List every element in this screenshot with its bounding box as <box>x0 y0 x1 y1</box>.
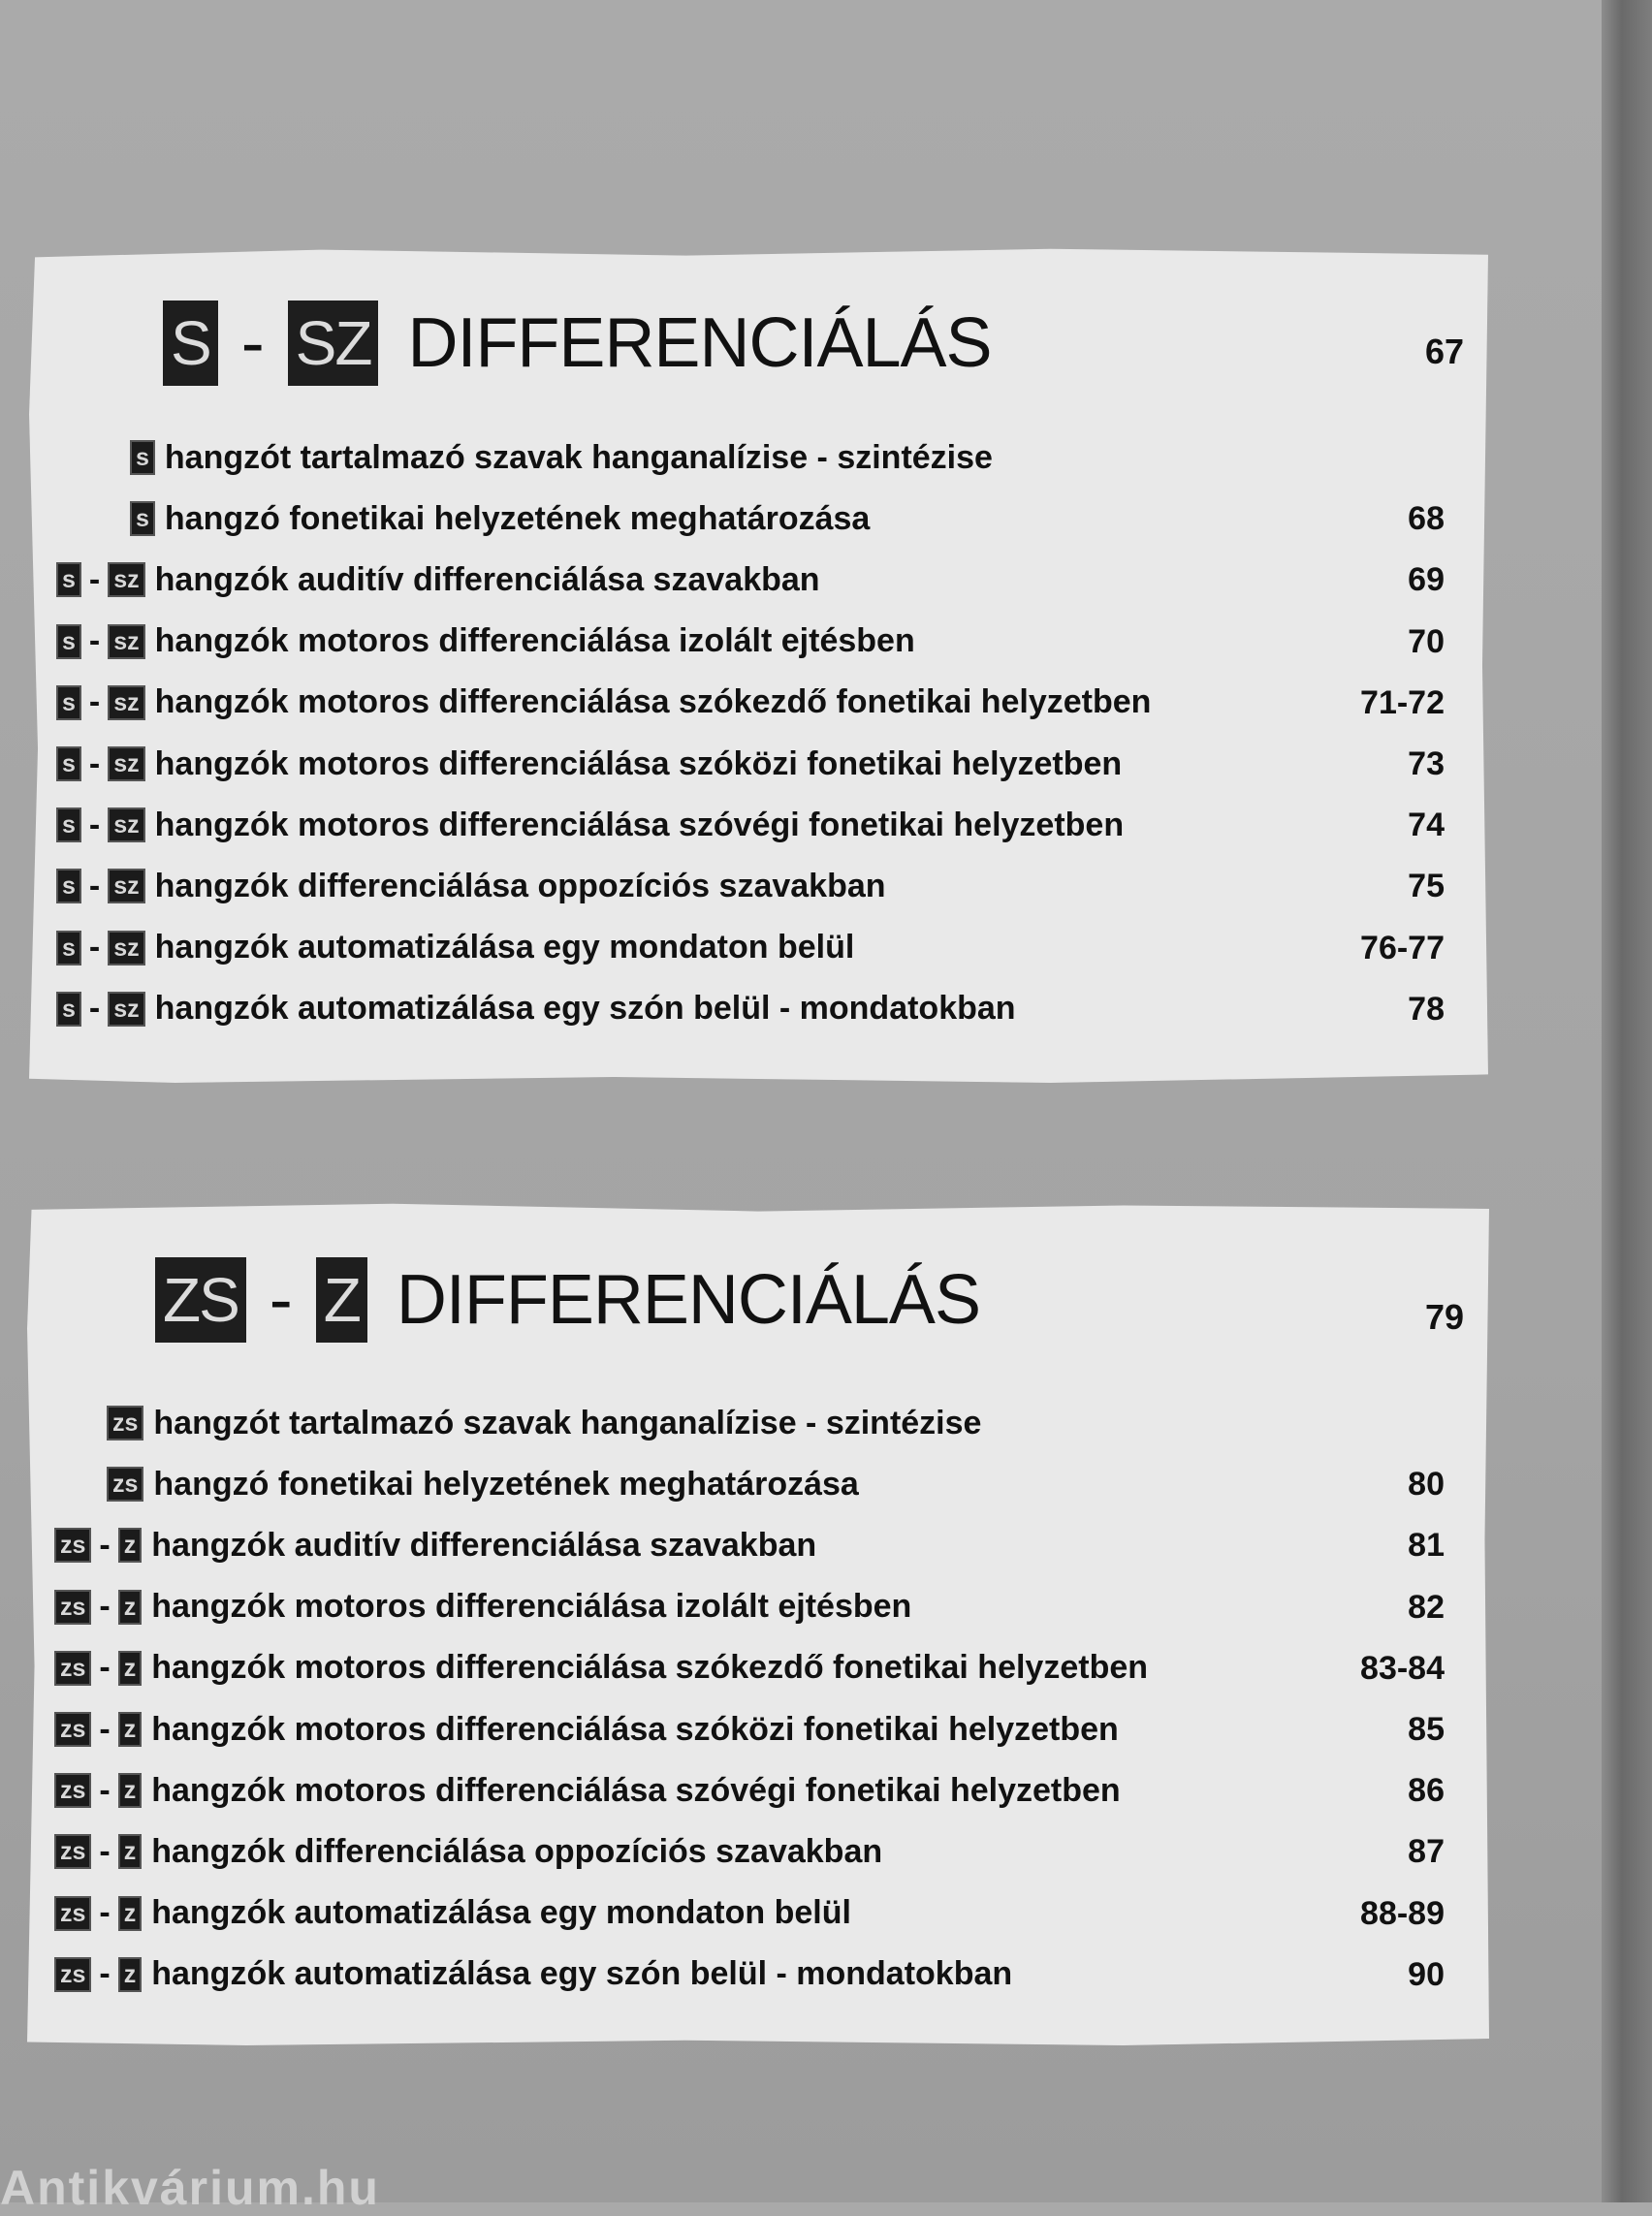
toc-entry-text: hangzók motoros differenciálása szókezdő fonetikai helyzetben <box>151 1649 1149 1687</box>
letter-box-s: s <box>56 992 81 1027</box>
toc-page-number: 68 <box>1408 500 1445 538</box>
letter-box-z: z <box>118 1896 143 1931</box>
section-title: DIFFERENCIÁLÁS <box>396 1261 980 1339</box>
letter-box-sz: sz <box>108 807 144 842</box>
toc-page-number: 70 <box>1408 622 1445 660</box>
toc-row <box>56 927 1464 969</box>
toc-entry-text: hangzók automatizálása egy szón belül - mondatokban <box>154 990 1016 1028</box>
toc-entry-text: hangzók motoros differenciálása izolált ejtésben <box>151 1588 912 1626</box>
letter-box-zs: zs <box>54 1528 91 1563</box>
letter-box-zs: zs <box>54 1712 91 1747</box>
letter-box-s: s <box>56 562 81 597</box>
letter-box-sz: sz <box>108 746 144 781</box>
letter-box-s: s <box>56 624 81 659</box>
toc-row <box>56 865 1464 907</box>
toc-page-number: 86 <box>1408 1772 1445 1810</box>
toc-row <box>54 1892 1464 1935</box>
letter-dash: - <box>88 990 101 1028</box>
letter-dash: - <box>99 1832 111 1870</box>
letter-box-sz: sz <box>108 992 144 1027</box>
toc-row <box>56 743 1464 785</box>
page-edge <box>1602 0 1652 2202</box>
letter-box-z: z <box>118 1651 143 1686</box>
letter-box-sz: sz <box>108 562 144 597</box>
toc-page-number: 90 <box>1408 1955 1445 1993</box>
toc-entry-text: hangzó fonetikai helyzetének meghatározása <box>153 1465 859 1503</box>
toc-entry-text: hangzót tartalmazó szavak hanganalízise - szintézise <box>164 438 993 476</box>
letter-dash: - <box>88 806 101 843</box>
toc-row <box>54 1953 1464 1996</box>
toc-page-number: 75 <box>1408 868 1445 905</box>
letter-box-sz: SZ <box>288 301 379 386</box>
letter-box-z: Z <box>316 1257 367 1343</box>
toc-page-number: 83-84 <box>1360 1649 1445 1687</box>
toc-entry-text: hangzók automatizálása egy szón belül - mondatokban <box>151 1955 1013 1993</box>
letter-box-zs: ZS <box>155 1257 246 1343</box>
toc-page-number: 71-72 <box>1360 683 1445 721</box>
toc-entry-text: hangzók motoros differenciálása szókezdő fonetikai helyzetben <box>154 683 1152 721</box>
letter-box-zs: zs <box>54 1896 91 1931</box>
letter-box-s: s <box>130 440 155 475</box>
toc-page-number: 82 <box>1408 1588 1445 1626</box>
toc-entry-text: hangzók automatizálása egy mondaton belül <box>151 1894 851 1932</box>
letter-dash: - <box>99 1710 111 1748</box>
letter-box-z: z <box>118 1834 143 1869</box>
letter-dash: - <box>88 867 101 904</box>
letter-box-zs: zs <box>54 1834 91 1869</box>
letter-dash: - <box>99 1649 111 1687</box>
toc-entry-text: hangzó fonetikai helyzetének meghatározása <box>164 499 871 537</box>
toc-row <box>54 1647 1464 1690</box>
letter-box-sz: sz <box>108 869 144 903</box>
toc-row <box>56 681 1464 724</box>
toc-entry-text: hangzók automatizálása egy mondaton belül <box>154 929 855 966</box>
toc-row <box>54 1708 1464 1751</box>
toc-row <box>54 1830 1464 1873</box>
watermark: Antikvárium.hu <box>0 2161 380 2215</box>
toc-page-number: 78 <box>1408 990 1445 1028</box>
toc-entry-text: hangzók motoros differenciálása szóközi fonetikai helyzetben <box>154 744 1123 782</box>
toc-row <box>54 1586 1464 1629</box>
section-s-sz-heading <box>163 301 992 386</box>
letter-box-s: S <box>163 301 218 386</box>
letter-box-z: z <box>118 1590 143 1625</box>
toc-entry-text: hangzók auditív differenciálása szavakban <box>151 1526 817 1564</box>
section-zs-z-heading <box>155 1257 980 1343</box>
toc-row <box>130 436 1464 479</box>
letter-dash: - <box>88 683 101 721</box>
section-page-number: 79 <box>1425 1297 1465 1337</box>
toc-row <box>56 988 1464 1030</box>
letter-box-s: s <box>56 931 81 966</box>
letter-box-sz: sz <box>108 931 144 966</box>
letter-box-s: s <box>56 746 81 781</box>
letter-box-zs: zs <box>54 1773 91 1808</box>
section-page-number: 67 <box>1425 332 1465 371</box>
letter-box-zs: zs <box>54 1957 91 1992</box>
toc-row <box>107 1402 1464 1444</box>
toc-entry-text: hangzók motoros differenciálása izolált ejtésben <box>154 622 915 660</box>
letter-box-z: z <box>118 1528 143 1563</box>
letter-dash: - <box>88 560 101 598</box>
toc-page-number: 85 <box>1408 1711 1445 1748</box>
toc-entry-text: hangzót tartalmazó szavak hanganalízise - szintézise <box>153 1404 982 1441</box>
toc-row <box>56 804 1464 846</box>
letter-box-s: s <box>56 685 81 720</box>
letter-dash: - <box>88 929 101 966</box>
letter-box-s: s <box>56 869 81 903</box>
letter-box-z: z <box>118 1712 143 1747</box>
letter-box-zs: zs <box>54 1651 91 1686</box>
letter-box-s: s <box>56 807 81 842</box>
toc-page-number: 76-77 <box>1360 929 1445 966</box>
toc-page-number: 73 <box>1408 745 1445 782</box>
toc-row <box>130 497 1464 540</box>
toc-row <box>107 1463 1464 1505</box>
letter-dash: - <box>99 1955 111 1993</box>
letter-box-z: z <box>118 1957 143 1992</box>
letter-box-zs: zs <box>54 1590 91 1625</box>
toc-page-number: 74 <box>1408 807 1445 844</box>
toc-entry-text: hangzók differenciálása oppozíciós szavakban <box>154 867 886 904</box>
heading-dash: - <box>269 1261 293 1339</box>
toc-page-number: 80 <box>1408 1466 1445 1504</box>
section-title: DIFFERENCIÁLÁS <box>407 304 992 382</box>
letter-box-s: s <box>130 501 155 536</box>
toc-row <box>56 558 1464 601</box>
letter-dash: - <box>88 622 101 660</box>
toc-page-number: 88-89 <box>1360 1894 1445 1932</box>
toc-row <box>54 1769 1464 1812</box>
letter-dash: - <box>99 1588 111 1626</box>
toc-page-number: 69 <box>1408 561 1445 599</box>
toc-entry-text: hangzók motoros differenciálása szóközi fonetikai helyzetben <box>151 1710 1119 1748</box>
toc-page-number: 87 <box>1408 1833 1445 1871</box>
toc-row <box>54 1524 1464 1567</box>
toc-entry-text: hangzók auditív differenciálása szavakban <box>154 560 820 598</box>
toc-entry-text: hangzók differenciálása oppozíciós szavakban <box>151 1832 883 1870</box>
toc-row <box>56 620 1464 663</box>
letter-box-zs: zs <box>107 1467 143 1502</box>
toc-entry-text: hangzók motoros differenciálása szóvégi fonetikai helyzetben <box>151 1771 1121 1809</box>
letter-box-sz: sz <box>108 685 144 720</box>
heading-dash: - <box>240 304 265 382</box>
letter-dash: - <box>99 1771 111 1809</box>
letter-box-sz: sz <box>108 624 144 659</box>
letter-dash: - <box>99 1526 111 1564</box>
letter-box-z: z <box>118 1773 143 1808</box>
toc-page-number: 81 <box>1408 1527 1445 1565</box>
toc-entry-text: hangzók motoros differenciálása szóvégi fonetikai helyzetben <box>154 806 1125 843</box>
letter-dash: - <box>99 1894 111 1932</box>
letter-box-zs: zs <box>107 1406 143 1440</box>
letter-dash: - <box>88 744 101 782</box>
